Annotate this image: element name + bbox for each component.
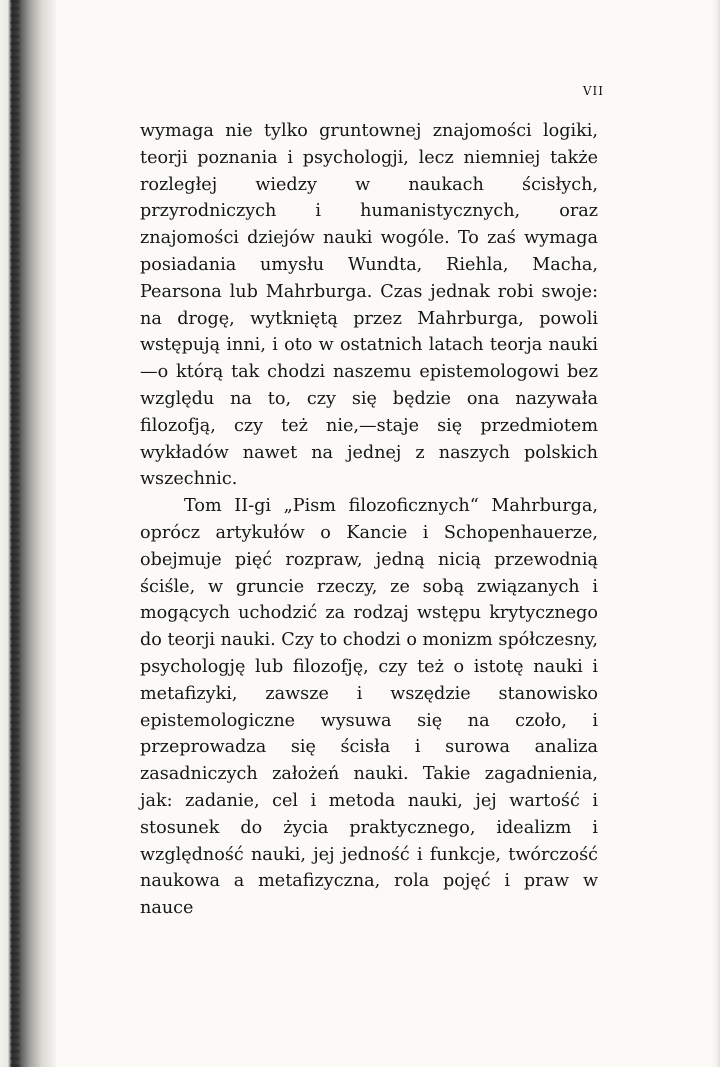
page-edge [712,0,720,1067]
book-binding-shadow [0,0,56,1067]
body-text [140,118,598,922]
page-number: VII [582,84,604,98]
paragraph-1: wymaga nie tylko gruntownej znajomości logiki, teorji poznania i psychologji, lecz niemniej także rozległej wiedzy w naukach ścisłych, przyrodniczych i humanistycznych, oraz znajomości dziejów nauki wogóle. To zaś wymaga posiadania umysłu Wundta, Riehla, Macha, Pearsona lub Mahrburga. Czas jednak robi swoje: na drogę, wytkniętą przez Mahrburga, powoli wstępują inni, i oto w ostatnich latach teorja nauki—o którą tak chodzi naszemu epistemologowi bez względu na to, czy się będzie ona nazywała filozofją, czy też nie,—staje się przedmiotem wykładów nawet na jednej z naszych polskich wszechnic. [140,121,598,490]
paragraph-2: Tom II-gi „Pism filozoficznych“ Mahrburga, oprócz artykułów o Kancie i Schopenhauerze, obejmuje pięć rozpraw, jedną nicią przewodnią ściśle, w gruncie rzeczy, ze sobą związanych i mogących uchodzić za rodzaj wstępu krytycznego do teorji nauki. Czy to chodzi o monizm spółczesny, psychologję lub filozofję, czy też o istotę nauki i metafizyki, zawsze i wszędzie stanowisko epistemologiczne wysuwa się na czoło, i przeprowadza się ścisła i surowa analiza zasadniczych założeń nauki. Takie zagadnienia, jak: zadanie, cel i metoda nauki, jej wartość i stosunek do życia praktycznego, idealizm i względność nauki, jej jedność i funkcje, twórczość naukowa a metafizyczna, rola pojęć i praw w nauce [140,496,598,919]
